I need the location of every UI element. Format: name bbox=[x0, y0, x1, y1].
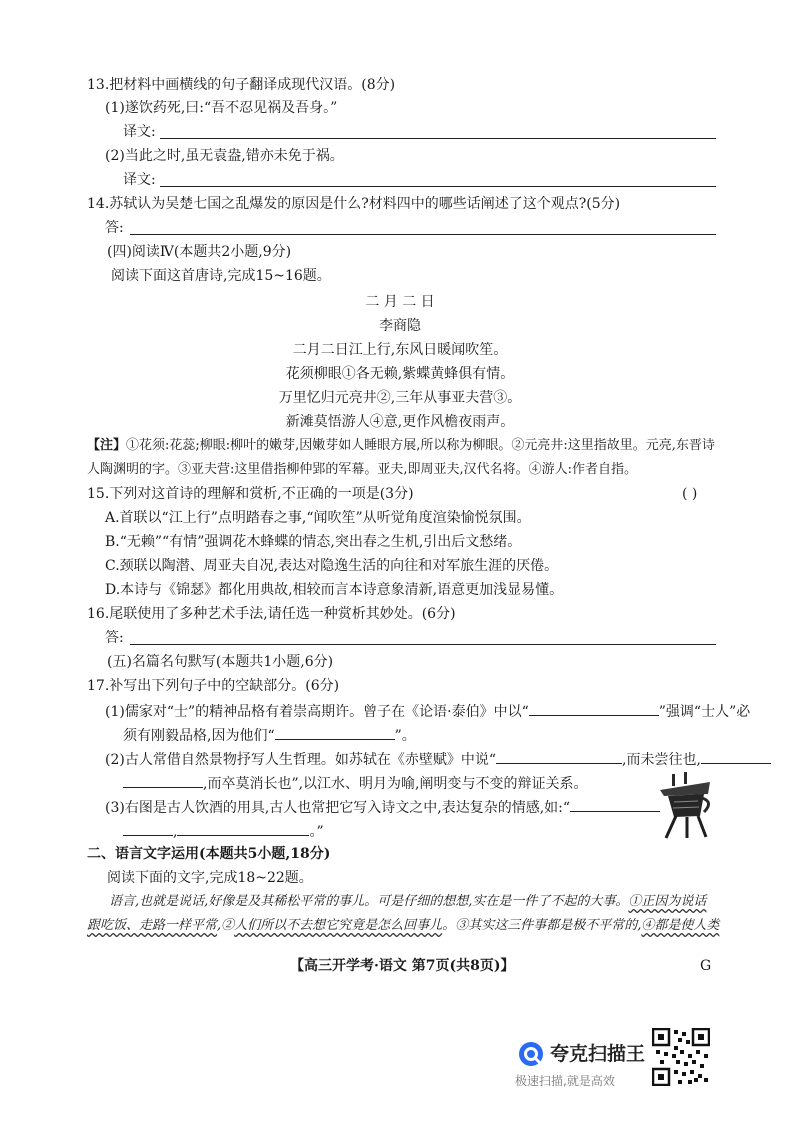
q13-item1: (1)遂饮药死,曰:“吾不忍见祸及吾身。” bbox=[105, 100, 338, 116]
q17-item3-line1 bbox=[105, 796, 660, 818]
q17-item1-line1 bbox=[105, 700, 750, 722]
poem-note-line2: 人陶渊明的字。③亚夫营:这里借指柳仲郢的军幕。亚夫,即周亚夫,汉代名将。④游人:作者自指。 bbox=[87, 462, 638, 477]
page-footer: 【高三开学考·语文 第7页(共8页)】 bbox=[290, 958, 515, 974]
passage-wavy-2: 跟吃饭、走路一样平常 bbox=[87, 918, 218, 933]
q17-2-text-c: ,而卒莫消长也”,以江水、明月为喻,阐明变与不变的辩证关系。 bbox=[203, 776, 588, 792]
passage-num-2: ② bbox=[221, 918, 235, 933]
quark-logo-icon bbox=[518, 1041, 544, 1067]
q17-1-text-a: (1)儒家对“士”的精神品格有着崇高期许。曾子在《论语·泰伯》中以“ bbox=[105, 704, 529, 720]
q17-item2-line1 bbox=[105, 748, 771, 770]
q17-title: 17.补写出下列句子中的空缺部分。(6分) bbox=[87, 678, 340, 694]
q17-item2-line2 bbox=[123, 772, 588, 794]
passage-line1 bbox=[109, 892, 706, 912]
q13-label1: 译文: bbox=[123, 124, 156, 140]
q13-answer-line2[interactable] bbox=[160, 186, 716, 187]
q17-1-text-c: 须有刚毅品格,因为他们“ bbox=[123, 728, 275, 744]
q15-option-a: A.首联以“江上行”点明踏春之事,“闻吹笙”从听觉角度渲染愉悦氛围。 bbox=[105, 510, 531, 526]
passage-wavy-4: ④都是使人类 bbox=[641, 918, 720, 933]
q16-title: 16.尾联使用了多种艺术手法,请任选一种赏析其妙处。(6分) bbox=[87, 606, 456, 622]
poem-author: 李商隐 bbox=[379, 318, 421, 334]
q17-blank-1[interactable] bbox=[529, 700, 659, 716]
q14-answer-line[interactable] bbox=[130, 234, 716, 235]
q15-option-d: D.本诗与《锦瑟》都化用典故,相较而言本诗意象清新,语意更加浅显易懂。 bbox=[105, 582, 564, 598]
q14-title: 14.苏轼认为吴楚七国之乱爆发的原因是什么?材料四中的哪些话阐述了这个观点?(5分) bbox=[87, 196, 621, 212]
section5-title: (五)名篇名句默写(本题共1小题,6分) bbox=[107, 654, 334, 670]
part2-instruction: 阅读下面的文字,完成18~22题。 bbox=[107, 870, 313, 886]
q15-answer-bracket[interactable]: ( ) bbox=[682, 486, 698, 502]
q16-answer-label: 答: bbox=[105, 630, 124, 646]
q17-1-text-d: ”。 bbox=[394, 728, 416, 744]
q17-blank-2[interactable] bbox=[275, 724, 395, 740]
passage-comma: , bbox=[217, 918, 222, 933]
q13-title: 13.把材料中画横线的句子翻译成现代汉语。(8分) bbox=[87, 77, 396, 93]
q14-answer-label: 答: bbox=[105, 220, 124, 236]
q17-blank-4a[interactable] bbox=[701, 748, 771, 764]
passage-text-1: 语言,也就是说话,好像是及其稀松平常的事儿。可是仔细的想想,实在是一件了不起的大事。 bbox=[109, 894, 629, 909]
q17-3-text-a: (3)右图是古人饮酒的用具,古人也常把它写入诗文之中,表达复杂的情感,如:“ bbox=[105, 800, 571, 816]
q16-answer-line[interactable] bbox=[130, 644, 716, 645]
q17-3-text-b: , bbox=[173, 824, 178, 840]
passage-wavy-1: ①正因为说话 bbox=[628, 894, 707, 909]
watermark-slogan: 极速扫描,就是高效 bbox=[515, 1074, 615, 1088]
q17-2-text-a: (2)古人常借自然景物抒写人生哲理。如苏轼在《赤壁赋》中说“ bbox=[105, 752, 496, 768]
note-label: 【注】 bbox=[87, 438, 127, 453]
q17-blank-4b[interactable] bbox=[123, 772, 203, 788]
poem-line-1: 二月二日江上行,东风日暖闻吹笙。 bbox=[292, 342, 508, 358]
qr-code-icon bbox=[652, 1028, 710, 1086]
poem-line-3: 万里忆归元亮井②,三年从事亚夫营③。 bbox=[278, 390, 522, 406]
q17-3-text-c: 。” bbox=[309, 824, 324, 840]
watermark-brand: 夸克扫描王 bbox=[550, 1043, 646, 1065]
passage-text-2: 。③其实这三件事都是极不平常的, bbox=[442, 918, 642, 933]
q13-answer-line1[interactable] bbox=[160, 138, 716, 139]
q15-option-c: C.颈联以陶潜、周亚夫自况,表达对隐逸生活的向往和对军旅生涯的厌倦。 bbox=[105, 558, 559, 574]
paper-version-letter: G bbox=[700, 958, 712, 974]
q17-item1-line2 bbox=[123, 724, 416, 746]
jue-vessel-illustration bbox=[650, 768, 720, 840]
poem-line-2: 花须柳眼①各无赖,紫蝶黄蜂俱有情。 bbox=[285, 366, 515, 382]
passage-wavy-3: 人们所以不去想它究竟是怎么回事儿 bbox=[234, 918, 443, 933]
note-text-1: ①花须:花蕊;柳眼:柳叶的嫩芽,因嫩芽如人睡眼方展,所以称为柳眼。②元亮井:这里指故里。元亮,东晋诗 bbox=[126, 438, 715, 453]
q17-blank-6[interactable] bbox=[177, 820, 309, 836]
q13-label2: 译文: bbox=[123, 172, 156, 188]
q17-2-text-b: ,而未尝往也, bbox=[622, 752, 701, 768]
section4-instruction: 阅读下面这首唐诗,完成15~16题。 bbox=[111, 268, 331, 284]
q15-title: 15.下列对这首诗的理解和赏析,不正确的一项是(3分) bbox=[87, 486, 414, 502]
part2-title: 二、语言文字运用(本题共5小题,18分) bbox=[87, 846, 331, 862]
passage-line2 bbox=[87, 916, 719, 936]
q13-item2: (2)当此之时,虽无袁盎,错亦未免于祸。 bbox=[105, 148, 344, 164]
poem-title: 二 月 二 日 bbox=[365, 294, 435, 310]
poem-line-4: 新滩莫悟游人④意,更作风檐夜雨声。 bbox=[285, 414, 515, 430]
q17-blank-5a[interactable] bbox=[570, 796, 660, 812]
q17-item3-line2 bbox=[123, 820, 324, 842]
q17-blank-3[interactable] bbox=[496, 748, 622, 764]
poem-note-line1 bbox=[87, 436, 715, 456]
q17-1-text-b: ”强调“士人”必 bbox=[658, 704, 751, 720]
q15-option-b: B.“无赖”“有情”强调花木蜂蝶的情态,突出春之生机,引出后文愁绪。 bbox=[105, 534, 522, 550]
q17-blank-5b[interactable] bbox=[123, 820, 173, 836]
section4-title: (四)阅读Ⅳ(本题共2小题,9分) bbox=[107, 244, 292, 260]
